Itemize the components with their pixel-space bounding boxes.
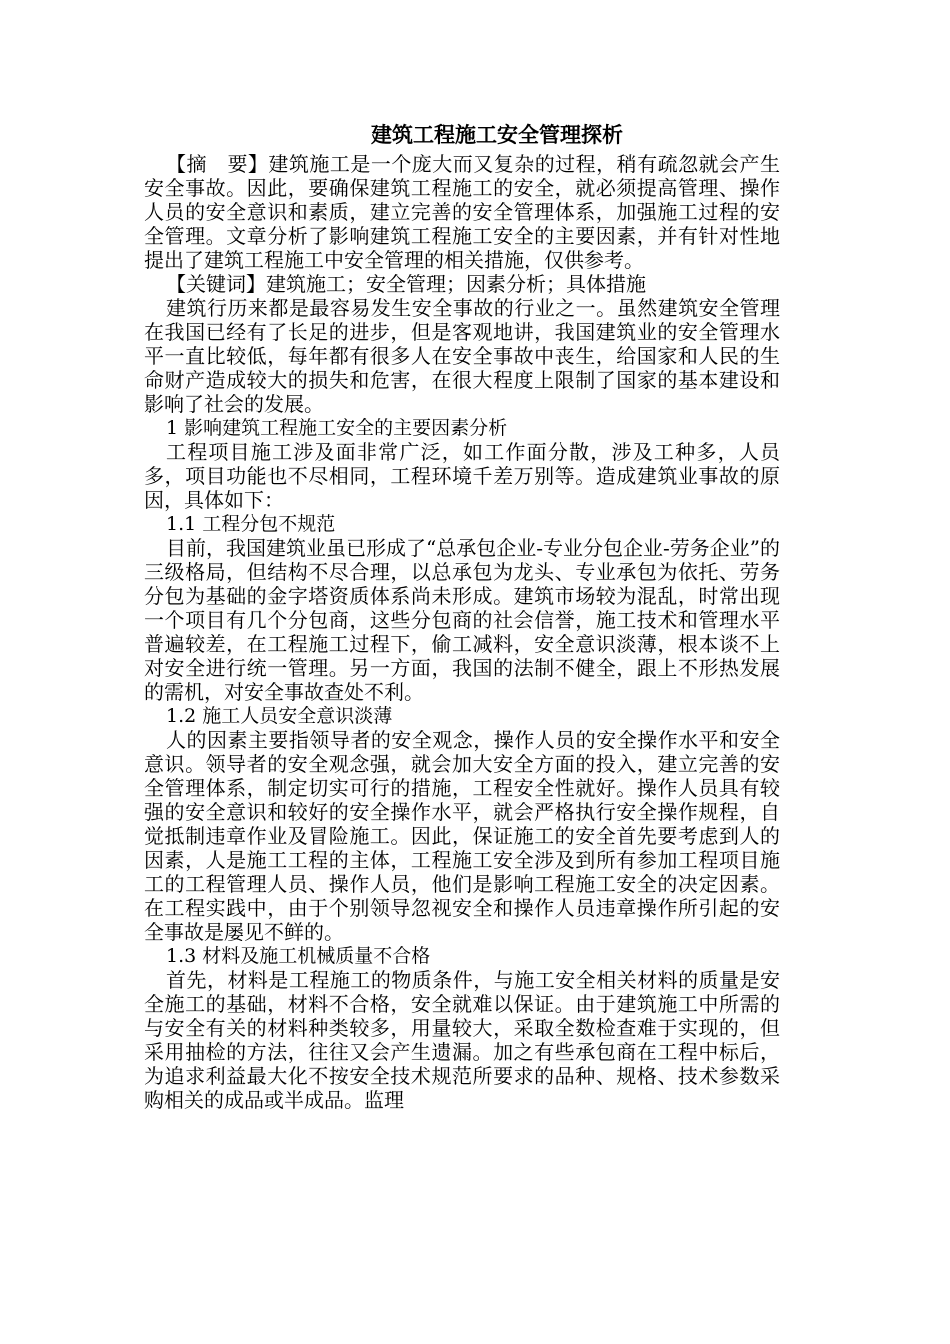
section-1-2-paragraph: 人的因素主要指领导者的安全观念，操作人员的安全操作水平和安全意识。领导者的安全观念强，就会加大安全方面的投入，建立完善的安全管理体系，制定切实可行的措施，工程安全性就好。操作人员具有较强的安全意识和较好的安全操作水平，就会严格执行安全操作规程，自觉抵制违章作业及冒险施工。因此，保证施工的安全首先要考虑到人的因素，人是施工工程的主体，工程施工安全涉及到所有参加工程项目施工的工程管理人员、操作人员，他们是影响工程施工安全的决定因素。在工程实践中，由于个别领导忽视安全和操作人员违章操作所引起的安全事故是屡见不鲜的。 — [144, 728, 780, 944]
section-1-3-heading: 1.3 材料及施工机械质量不合格 — [166, 945, 431, 967]
document-title: 建筑工程施工安全管理探析 — [371, 122, 623, 147]
intro-paragraph: 建筑行历来都是最容易发生安全事故的行业之一。虽然建筑安全管理在我国已经有了长足的进步，但是客观地讲，我国建筑业的安全管理水平一直比较低，每年都有很多人在安全事故中丧生，给国家和人民的生命财产造成较大的损失和危害，在很大程度上限制了国家的基本建设和影响了社会的发展。 — [144, 296, 780, 416]
keywords-label: 【关键词】 — [166, 272, 266, 296]
section-1-2-heading: 1.2 施工人员安全意识淡薄 — [166, 705, 393, 727]
section-1-1-heading: 1.1 工程分包不规范 — [166, 513, 336, 535]
keywords-paragraph — [144, 272, 780, 296]
document-page — [144, 118, 780, 1112]
section-1-heading: 1 影响建筑工程施工安全的主要因素分析 — [166, 417, 508, 439]
section-1-3-paragraph: 首先，材料是工程施工的物质条件，与施工安全相关材料的质量是安全施工的基础，材料不合格，安全就难以保证。由于建筑施工中所需的与安全有关的材料种类较多，用量较大，采取全数检查难于实现的，但采用抽检的方法，往往又会产生遗漏。加之有些承包商在工程中标后，为追求利益最大化不按安全技术规范所要求的品种、规格、技术参数采购相关的成品或半成品。监理 — [144, 968, 780, 1112]
abstract-text: 建筑施工是一个庞大而又复杂的过程，稍有疏忽就会产生安全事故。因此，要确保建筑工程施工的安全，就必须提高管理、操作人员的安全意识和素质，建立完善的安全管理体系，加强施工过程的安全管理。文章分析了影响建筑工程施工安全的主要因素，并有针对性地提出了建筑工程施工中安全管理的相关措施，仅供参考。 — [144, 152, 781, 272]
abstract-paragraph — [144, 152, 780, 272]
abstract-label: 【摘 要】 — [166, 152, 269, 176]
section-1-1-paragraph: 目前，我国建筑业虽已形成了“总承包企业-专业分包企业-劳务企业”的三级格局，但结构不尽合理，以总承包为龙头、专业承包为依托、劳务分包为基础的金字塔资质体系尚未形成。建筑市场较为混乱，时常出现一个项目有几个分包商，这些分包商的社会信誉，施工技术和管理水平普遍较差，在工程施工过程下，偷工减料，安全意识淡薄，根本谈不上对安全进行统一管理。另一方面，我国的法制不健全，跟上不形热发展的需机，对安全事故查处不利。 — [144, 536, 780, 704]
keywords-text: 建筑施工；安全管理；因素分析；具体措施 — [266, 272, 646, 296]
section-1-paragraph: 工程项目施工涉及面非常广泛，如工作面分散，涉及工种多，人员多，项目功能也不尽相同，工程环境千差万别等。造成建筑业事故的原因，具体如下： — [144, 440, 780, 512]
